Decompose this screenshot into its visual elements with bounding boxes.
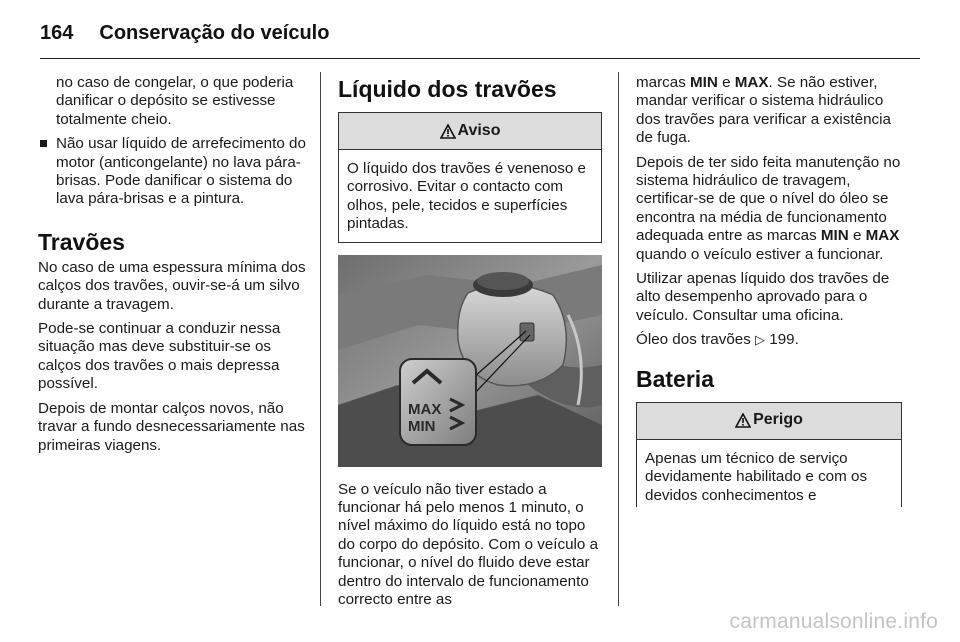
danger-box — [636, 402, 902, 507]
figure-label-min: MIN — [408, 417, 436, 435]
page-number: 164 — [40, 21, 74, 44]
page-reference-arrow-icon: ▷ — [755, 332, 766, 348]
text-run: e — [717, 74, 735, 91]
min-mark-label: MIN — [820, 227, 849, 245]
watermark: carmanualsonline.info — [729, 610, 938, 633]
paragraph: No caso de uma espessura mínima dos calços dos travões, ouvir-se-á um silvo durante a travagem. — [38, 258, 306, 313]
paragraph: Se o veículo não tiver estado a funcionar há pelo menos 1 minuto, o nível máximo do líquido está no topo do corpo do depósito. Com o veículo a funcionar, o nível do fluido deve estar dentro do intervalo de funcionamento correcto entre as — [338, 480, 599, 609]
warning-triangle-icon — [735, 413, 751, 428]
text-run: marcas — [636, 74, 691, 91]
square-bullet-icon — [40, 140, 47, 147]
text-run: . Se não estiver, mandar verificar o sistema hidráulico dos travões para verificar a existência de fuga. — [636, 74, 891, 147]
text-run: e — [848, 227, 866, 245]
section-heading-bateria: Bateria — [636, 365, 714, 392]
column-divider — [618, 72, 619, 606]
max-mark-label: MAX — [865, 227, 900, 245]
max-mark-label: MAX — [734, 74, 769, 91]
warning-text: O líquido dos travões é venenoso e corrosivo. Evitar o contacto com olhos, pele, tecidos e superfícies pintadas. — [347, 160, 586, 233]
warning-box — [338, 112, 602, 243]
continued-text: no caso de congelar, o que poderia danificar o depósito se estivesse totalmente cheio. — [56, 74, 294, 128]
danger-box-header — [637, 403, 901, 440]
page-title: Conservação do veículo — [99, 21, 330, 44]
text-run: Óleo dos travões — [636, 331, 756, 349]
list-item-text: Não usar líquido de arrefecimento do motor (anticongelante) no lava pára-brisas. Pode danificar o sistema do lava pára-brisas e a pintura. — [56, 135, 306, 208]
page-reference[interactable]: 199. — [769, 331, 799, 349]
paragraph: Utilizar apenas líquido dos travões de alto desempenho aprovado para o veículo. Consultar uma oficina. — [636, 270, 890, 324]
danger-text: Apenas um técnico de serviço devidamente habilitado e com os devidos conhecimentos e — [645, 449, 868, 504]
danger-title: Perigo — [753, 411, 803, 429]
warning-box-header — [339, 113, 601, 150]
column-3 — [636, 74, 902, 519]
paragraph: Pode-se continuar a conduzir nessa situação mas deve substituir-se os calços dos travões o mais depressa possível. — [38, 320, 281, 393]
reservoir-illustration — [338, 255, 602, 467]
column-divider — [320, 72, 321, 606]
header-rule — [40, 58, 920, 59]
figure-label-max: MAX — [408, 400, 442, 418]
paragraph — [636, 74, 902, 148]
brake-fluid-reservoir-photo — [338, 255, 602, 467]
page-header — [40, 16, 329, 50]
text-run: quando o veículo estiver a funcionar. — [636, 245, 884, 263]
section-heading-liquido-travoes: Líquido dos travões — [338, 76, 557, 102]
bullet-list — [38, 135, 308, 209]
min-mark-label: MIN — [690, 74, 718, 91]
warning-triangle-icon — [440, 124, 456, 139]
section-heading-travoes: Travões — [38, 228, 125, 255]
text-run: Depois de ter sido feita manutenção no sistema hidráulico de travagem, certificar-se de que o nível do óleo se encontra na média de funcionamento adequada entre as marcas — [636, 153, 901, 245]
paragraph: Depois de montar calços novos, não travar a fundo desnecessariamente nas primeiras viagens. — [38, 399, 305, 454]
list-item — [38, 135, 308, 209]
column-1 — [38, 74, 308, 461]
paragraph — [636, 154, 902, 264]
column-2 — [338, 74, 602, 615]
cross-reference — [636, 331, 902, 349]
warning-title: Aviso — [457, 121, 501, 139]
